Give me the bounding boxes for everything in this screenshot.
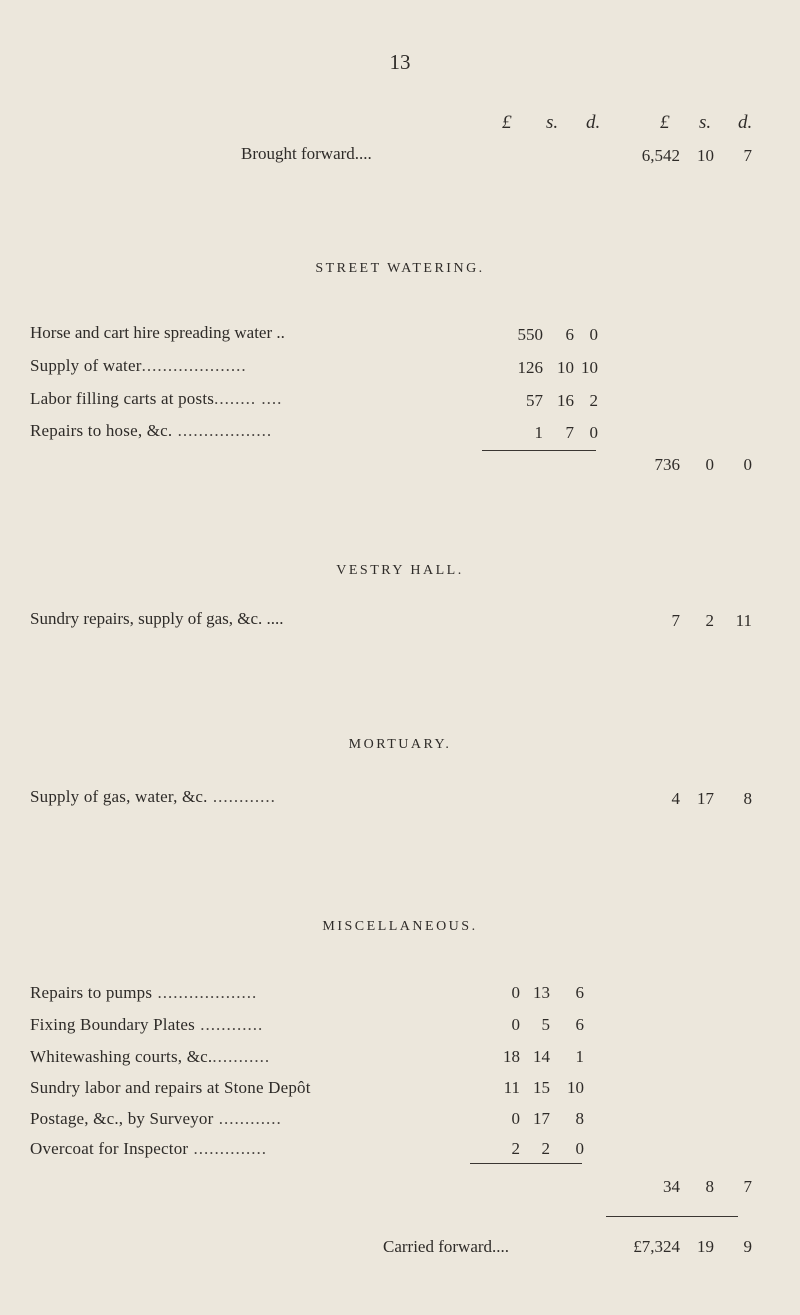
item-label: Repairs to hose, &c. .................. [30,421,273,440]
item-pence: 6 [575,983,584,1002]
item-pounds: 2 [511,1139,520,1158]
item-label: Sundry repairs, supply of gas, &c. .... [30,609,284,628]
item-label: Labor filling carts at posts........ .... [30,389,283,408]
item-pounds: 0 [511,1015,520,1034]
item-pence: 8 [743,789,752,808]
grand-total-rule [606,1216,738,1217]
street-watering-heading: STREET WATERING. [315,261,485,276]
carried-forward-pence: 9 [743,1237,752,1256]
subtotal-rule [470,1163,582,1164]
item-shillings: 2 [705,611,714,630]
total-shillings: 8 [705,1177,714,1196]
carried-forward-shillings: 19 [697,1237,714,1256]
item-pounds: 550 [517,325,543,344]
page-number: 13 [389,50,411,74]
total-shillings: 0 [705,455,714,474]
item-pounds: 126 [517,358,543,377]
miscellaneous-heading: MISCELLANEOUS. [322,919,478,934]
total-pounds: 736 [654,455,680,474]
item-pounds: 4 [671,789,680,808]
mortuary-heading: MORTUARY. [348,737,452,752]
outer-shillings-header: s. [699,112,712,133]
brought-forward-label: Brought forward.... [241,144,372,163]
vestry-hall-heading: VESTRY HALL. [336,563,464,578]
total-pence: 0 [743,455,752,474]
item-label: Fixing Boundary Plates ............ [30,1015,264,1034]
brought-forward-shillings: 10 [697,146,714,165]
item-label: Horse and cart hire spreading water .. [30,323,285,342]
item-pounds: 57 [526,391,543,410]
item-pounds: 0 [511,983,520,1002]
item-label: Postage, &c., by Surveyor ............ [30,1109,282,1128]
item-pence: 1 [575,1047,584,1066]
item-pence: 8 [575,1109,584,1128]
item-shillings: 14 [533,1047,550,1066]
item-label: Repairs to pumps ................... [30,983,258,1002]
item-pence: 0 [575,1139,584,1158]
inner-pence-header: d. [586,112,601,133]
item-pounds: 11 [503,1078,520,1097]
outer-pounds-header: £ [660,112,670,133]
item-pence: 6 [575,1015,584,1034]
item-pence: 10 [567,1078,584,1097]
carried-forward-pounds: £7,324 [633,1237,680,1256]
item-shillings: 2 [541,1139,550,1158]
item-pounds: 1 [534,423,543,442]
item-pounds: 0 [511,1109,520,1128]
item-shillings: 5 [541,1015,550,1034]
item-shillings: 13 [533,983,550,1002]
item-pence: 10 [581,358,598,377]
item-shillings: 16 [557,391,574,410]
item-pence: 2 [589,391,598,410]
subtotal-rule [482,450,596,451]
item-label: Supply of water.................... [30,356,247,375]
item-pence: 11 [735,611,752,630]
item-shillings: 17 [533,1109,550,1128]
item-shillings: 6 [565,325,574,344]
item-shillings: 15 [533,1078,550,1097]
item-pounds: 18 [503,1047,520,1066]
item-pence: 0 [589,423,598,442]
item-shillings: 10 [557,358,574,377]
total-pounds: 34 [663,1177,680,1196]
brought-forward-pounds: 6,542 [641,146,680,165]
outer-pence-header: d. [738,112,753,133]
item-pounds: 7 [671,611,680,630]
brought-forward-pence: 7 [743,146,752,165]
item-label: Supply of gas, water, &c. ............ [30,787,276,806]
inner-shillings-header: s. [546,112,559,133]
carried-forward-label: Carried forward.... [383,1237,510,1256]
item-label: Whitewashing courts, &c............ [30,1047,271,1066]
item-shillings: 17 [697,789,714,808]
item-pence: 0 [589,325,598,344]
item-label: Overcoat for Inspector .............. [30,1139,268,1158]
item-shillings: 7 [565,423,574,442]
inner-pounds-header: £ [502,112,512,133]
item-label: Sundry labor and repairs at Stone Depôt [30,1078,311,1097]
total-pence: 7 [743,1177,752,1196]
